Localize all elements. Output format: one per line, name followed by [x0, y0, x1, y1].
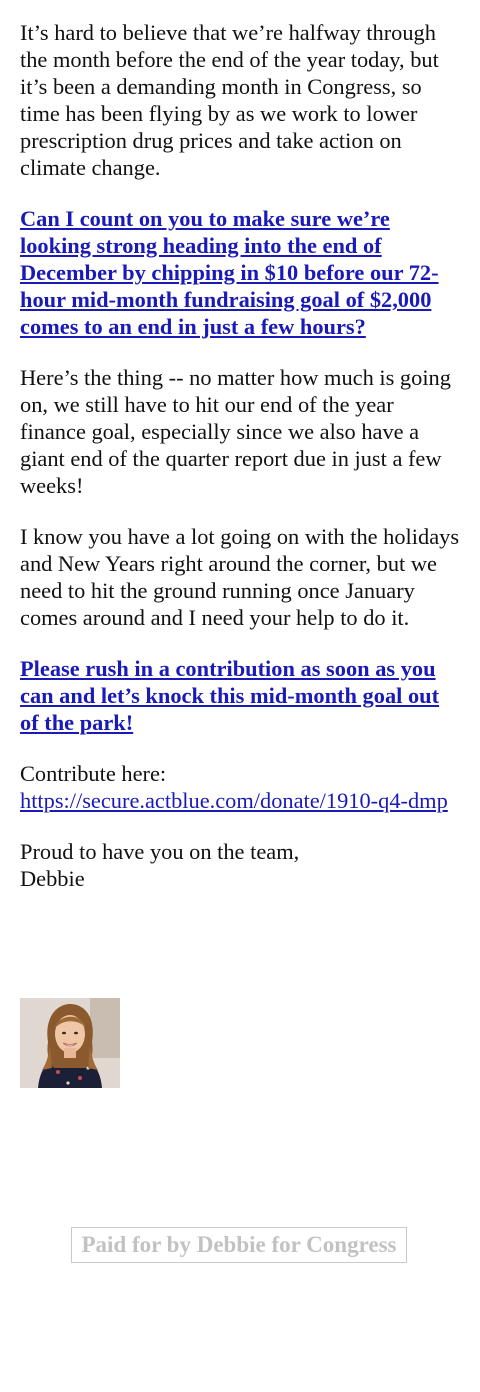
finance-goal-paragraph: Here’s the thing -- no matter how much is going on, we still have to hit our end of the year finance goal, especially since we also have a giant end of the quarter report due in just a few weeks!: [20, 365, 451, 498]
primary-cta-paragraph: [20, 205, 462, 340]
primary-donate-link[interactable]: Can I count on you to make sure we’re looking strong heading into the end of December by chipping in $10 before our 72-hour mid-month fundraising goal of $2,000 comes to an end in just a few hours?: [20, 206, 439, 339]
secondary-cta-paragraph: [20, 655, 462, 736]
contribute-label: Contribute here:: [20, 761, 167, 786]
signature-name: Debbie: [20, 866, 85, 891]
signoff: [20, 838, 462, 892]
contribute-paragraph: [20, 760, 462, 814]
closing-text: Proud to have you on the team,: [20, 839, 300, 864]
contribute-url-link[interactable]: https://secure.actblue.com/donate/1910-q4-dmp: [20, 788, 448, 813]
paid-for-disclaimer: Paid for by Debbie for Congress: [71, 1227, 407, 1263]
candidate-photo: [20, 998, 120, 1088]
intro-paragraph: It’s hard to believe that we’re halfway through the month before the end of the year today, but it’s been a demanding month in Congress, so time has been flying by as we work to lower prescription drug prices and take action on climate change.: [20, 20, 439, 180]
email-content: [20, 19, 462, 916]
secondary-donate-link[interactable]: Please rush in a contribution as soon as you can and let’s knock this mid-month goal out of the park!: [20, 656, 440, 735]
holidays-paragraph: I know you have a lot going on with the holidays and New Years right around the corner, but we need to hit the ground running once January comes around and I need your help to do it.: [20, 524, 460, 630]
